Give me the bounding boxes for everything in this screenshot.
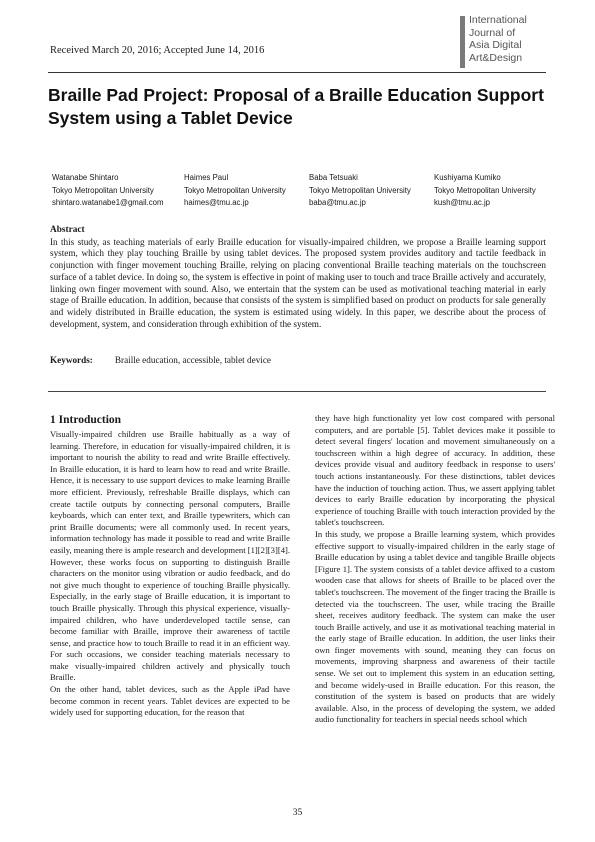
abstract-text: In this study, as teaching materials of early Braille education for visually-impaired children, we propose a Braille learning support system, which they play touching Braille by using tablet devices. The proposed system provides auditory and tactile feedback in conjunction with finger movement touching Braille, relying on placing conventional Braille teaching materials on the touchscreen surface of a tablet device. In doing so, the system is effective in point of making user to touch and trace Braille actively and accurately, linking own finger movement with sound. Also, we entertain that the system can be used as motivational teaching material in early stage of Braille education. In addition, because that consists of the system is simplified based on product on products for sale generally and widely distributed in Braille education, the system is estimated using widely. In this paper, we describe about the process of development, system, and consideration through exhibition of the system.	[50, 236, 546, 329]
received-date: Received March 20, 2016; Accepted June 14, 2016	[50, 45, 265, 56]
author-affiliation: Tokyo Metropolitan University	[184, 185, 286, 195]
right-column	[315, 413, 555, 726]
author-name: Kushiyama Kumiko	[434, 173, 501, 182]
logo-bar	[460, 16, 465, 68]
author-affiliation: Tokyo Metropolitan University	[52, 185, 154, 195]
author-affiliation: Tokyo Metropolitan University	[309, 185, 411, 195]
header-rule	[48, 72, 546, 73]
author-email: kush@tmu.ac.jp	[434, 198, 491, 207]
body-paragraph: On the other hand, tablet devices, such as the Apple iPad have become common in recent years. Tablet devices are expected to be widely used for supporting education, for the reason that	[50, 684, 290, 718]
body-paragraph: Visually-impaired children use Braille habitually as a way of learning. Therefore, in education for visually-impaired children, it is important to nourish the ability to read and write Braille effectively. In Braille education, it is hard to learn how to read and write Braille. Hence, it is necessary to use support devices to make learning Braille more efficient. Previously, refreshable Braille displays, which can create tactile outputs by connecting personal computers, Braille keyboards, which can enter text, and Braille typewriters, which can print Braille documents; were all commonly used. In recent years, information technology has made it possible to read and write Braille easily, meaning there is ample research and development [1][2][3][4]. However, these works focus on supporting to distinguish Braille characters on the monitor using vibration or audio feedback, and do not give much thought to experience of touching Braille physically. Especially, in the early stage of Braille education, it is important to touch Braille physically. Through this physical experience, visually-impaired children, who have underdeveloped tactile sense, can become familiar with Braille, improve their awareness of tactile sense, and practice how to touch Braille to read it in an efficient way. For such occasions, we consider teaching materials necessary to make visually-impaired children actively and physically touch Braille.	[50, 429, 290, 683]
logo-text	[469, 14, 527, 64]
keywords-text: Braille education, accessible, tablet device	[114, 355, 271, 365]
section-heading: 1 Introduction	[50, 414, 122, 426]
logo-line: Journal of	[469, 26, 516, 39]
keywords-label: Keywords:	[50, 355, 93, 365]
left-column	[50, 413, 290, 719]
journal-logo	[460, 14, 546, 72]
author-block	[434, 172, 536, 210]
author-name: Watanabe Shintaro	[52, 173, 119, 182]
keywords	[50, 355, 271, 365]
author-name: Haimes Paul	[184, 173, 229, 182]
abstract-section	[50, 225, 546, 330]
author-email: haimes@tmu.ac.jp	[184, 198, 249, 207]
author-affiliation: Tokyo Metropolitan University	[434, 185, 536, 195]
author-email: baba@tmu.ac.jp	[309, 198, 366, 207]
logo-line: Art&Design	[469, 51, 523, 64]
author-block	[309, 172, 411, 210]
author-email: shintaro.watanabe1@gmail.com	[52, 198, 164, 207]
author-list	[52, 172, 552, 212]
author-block	[184, 172, 286, 210]
logo-line: International	[469, 14, 527, 26]
section-rule	[48, 391, 546, 392]
logo-line: Asia Digital	[469, 39, 522, 51]
body-paragraph: In this study, we propose a Braille learning system, which provides effective support to visually-impaired children in the early stage of Braille education by using a tablet device and tangible Braille objects [Figure 1]. The system consists of a tablet device affixed to a custom wooden case that allows for sheets of Braille to be placed over the tablet's touchscreen. The movement of the finger tracing the Braille is detected via the touchscreen. The user, while tracing the Braille sheet, receives auditory feedback. The system can make the user touch Braille actively, and use it as motivational teaching material in the early stage of Braille education. In addition, the user links their own finger movements with sound, meaning they can focus on movements, improving sharpness and awareness of their tactile sense. We set out to implement this system in an education setting, and become widely-used in Braille education. For this reason, the constitution of the system is based on products that are widely available. Also, in the process of developing the system, we added audio functionality for teachers in special needs school which	[315, 528, 555, 725]
page-number: 35	[292, 808, 303, 818]
abstract-heading: Abstract	[50, 225, 85, 235]
paper-title: Braille Pad Project: Proposal of a Braille Education Support System using a Tablet Device	[48, 85, 544, 128]
author-block	[52, 172, 164, 210]
body-paragraph: they have high functionality yet low cost compared with personal computers, and are portable [5]. Tablet devices make it possible to detect several fingers' location and movement simultaneously on a touchscreen within a high degree of accuracy. In addition, these devices provide visual and auditory feedback in response to users' touch actions instantaneously. For these distinctions, tablet devices have the induction of touching action. Thus, we assert applying tablet devices to early Braille education by incorporating the physical experience of touching Braille with touch interaction provided by the tablet's touchscreen.	[315, 413, 555, 528]
author-name: Baba Tetsuaki	[309, 173, 358, 182]
